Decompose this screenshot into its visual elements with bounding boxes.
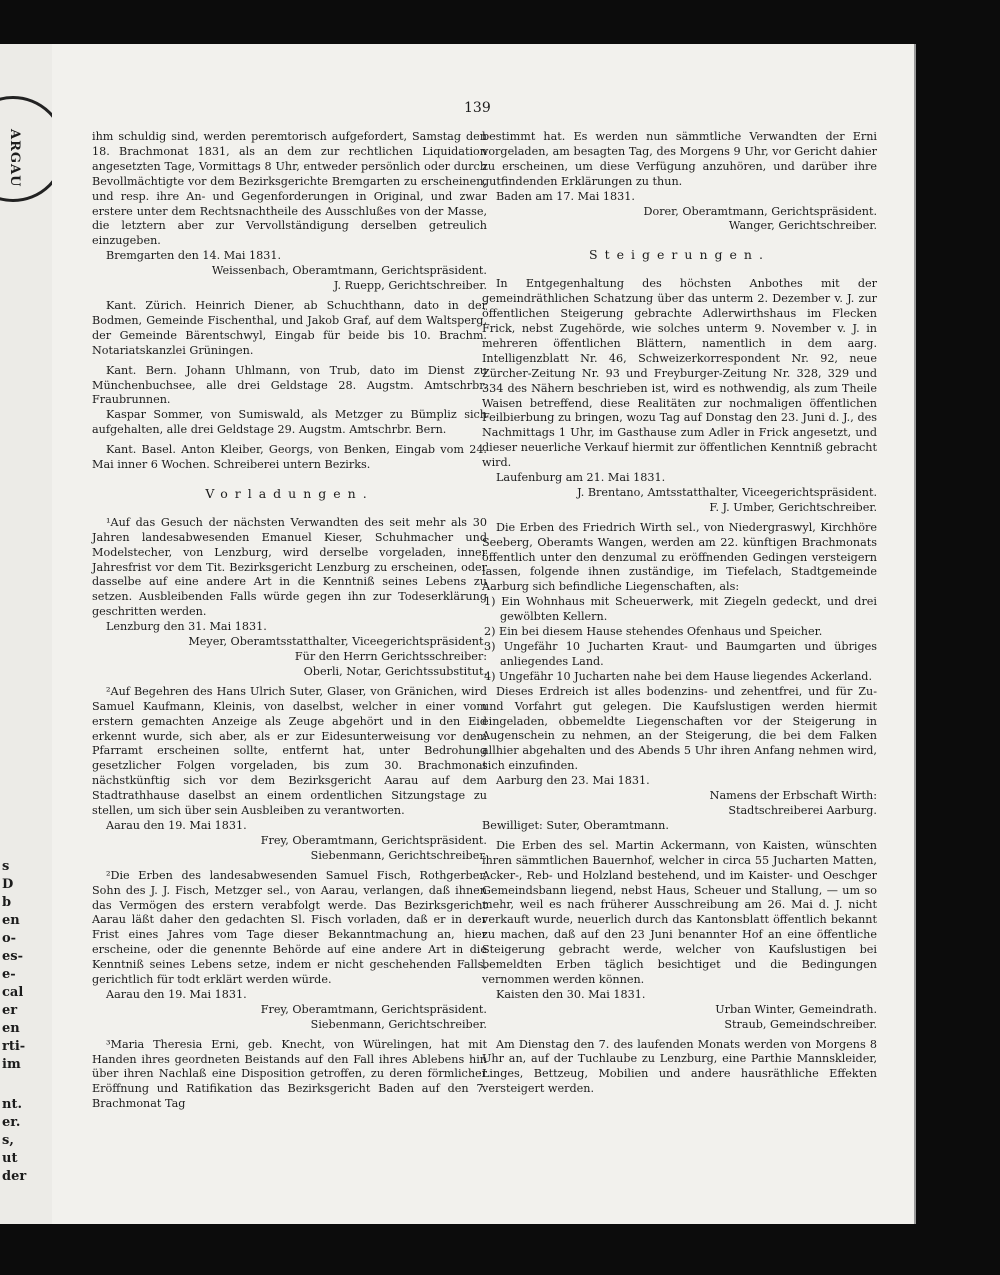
notice-signature: Wanger, Gerichtschreiber. [728,219,877,233]
notice-text: ³Maria Theresia Erni, geb. Knecht, von Würelingen, hat mit Handen ihres geordneten Beistands auf den Fall ihres Ablebens hin über ihren Nachlaß eine Disposition getroffen, zu deren förmlicher Eröffnung und Ratifikation das Bezirksgericht Baden auf den 7. Brachmonat Tag [92,1037,487,1111]
list-item: 3) Ungefähr 10 Jucharten Kraut- und Baumgarten und übriges anliegendes Land. [484,640,877,668]
notice-text: Kant. Bern. Johann Uhlmann, von Trub, dato im Dienst zu Münchenbuchsee, alle drei Geldstage 28. Augstm. Amtschrbr. Fraubrunnen. [92,363,487,407]
notice-text: In Entgegenhaltung des höchsten Anbothes mit der gemeindräthlichen Schatzung über das unterm 2. Dezember v. J. zur öffentlichen Steigerung gebrachte Adlerwirthshaus im Flecken Frick, nebst Zugehörde, wie solches unterm 9. November v. J. in mehreren öffentlichen Blättern, namentlich in dem aarg. Intelligenzblatt Nr. 46, Schweizerkorrespondent Nr. 92, neue Zürcher-Zeitung Nr. 93 und Freyburger-Zeitung Nr. 328, 329 und 334 des Nähern beschrieben ist, wird es nothwendig, als zum Theile Waisen betreffend, diese Realitäten zur nochmaligen öffentlichen Feilbierbung zu bringen, wozu Tag auf Donstag den 23. Juni d. J., des Nachmittags 1 Uhr, im Gasthause zum Adler in Frick angesetzt, und dieser neuerliche Verkauf hiermit zur öffentlichen Kenntniß gebracht wird. [482,277,877,470]
fragment: nt. [2,1097,22,1112]
fragment: er. [2,1115,21,1130]
notice-place-date: Laufenburg am 21. Mai 1831. [496,471,666,485]
notice-place-date: Aarburg den 23. Mai 1831. [496,774,650,788]
notice-text: Die Erben des Friedrich Wirth sel., von Niedergraswyl, Kirchhöre Seeberg, Oberamts Wangen, werden am 22. künftigen Brachmonats öffentlich unter den denzumal zu eröffnenden Gedingen versteigern lassen, folgende ihnen zuständige, im Tiefelach, Stadtgemeinde Aarburg sich befindliche Liegenschaften, als: [482,520,877,594]
notice-text: Dieses Erdreich ist alles bodenzins- und zehentfrei, und für Zu- und Vorfahrt gut gelegen. Die Kaufslustigen werden hiermit eingeladen, obbemeldte Liegenschaften vor der Steigerung in Augenschein zu nehmen, an der Steigerung, die bei dem Falken allhier abgehalten und des Abends 5 Uhr ihren Anfang nehmen wird, sich einzufinden. [482,684,877,773]
notice-text: ²Die Erben des landesabwesenden Samuel Fisch, Rothgerber, Sohn des J. J. Fisch, Metzger sel., von Aarau, verlangen, daß ihnen das Vermögen des erstern verabfolgt werde. Das Bezirksgericht Aarau läßt daher den gedachten Sl. Fisch vorladen, daß er in der Frist eines Jahres vom Tage dieser Bekanntmachung an, hier erscheine, oder die genennte Behörde auf eine andere Art in die Kenntniß seines Lebens setze, indem er nicht geschehenden Falls, gerichtlich für todt erklärt werden würde. [92,868,487,987]
fragment: e- [2,967,16,982]
list-item: 4) Ungefähr 10 Jucharten nahe bei dem Hause liegendes Ackerland. [484,669,873,683]
notice-place-date: Lenzburg den 31. Mai 1831. [106,620,267,634]
fragment: D [2,877,14,892]
notice-signature: Oberli, Notar, Gerichtssubstitut. [303,664,487,678]
fragment: der [2,1169,27,1184]
notice-signature: Weissenbach, Oberamtmann, Gerichtspräsident. [211,264,487,278]
notice-signature: F. J. Umber, Gerichtschreiber. [709,500,877,514]
canton-seal-stamp [0,96,53,202]
notice-place-date: Kaisten den 30. Mai 1831. [496,987,646,1001]
notice-signature: Frey, Oberamtmann, Gerichtspräsident. [260,833,487,847]
fragment: s [2,859,10,874]
notice-place-date: Aarau den 19. Mai 1831. [106,818,247,832]
fragment: s, [2,1133,14,1148]
notice-place-date: Baden am 17. Mai 1831. [496,189,635,203]
notice-signature: Siebenmann, Gerichtschreiber. [310,1017,487,1031]
fragment: rti- [2,1039,26,1054]
notice-text: Am Dienstag den 7. des laufenden Monats werden von Morgens 8 Uhr an, auf der Tuchlaube zu Lenzburg, eine Parthie Mannskleider, Linges, Bettzeug, Mobilien und andere hausräthliche Effekten versteigert werden. [482,1037,877,1096]
notice-text: Kaspar Sommer, von Sumiswald, als Metzger zu Bümpliz sich aufgehalten, alle drei Geldstage 29. Augstm. Amtschrbr. Bern. [92,408,487,437]
section-heading: Steigerungen. [589,247,770,263]
section-heading: Vorladungen. [205,485,374,501]
notice-text: Kant. Basel. Anton Kleiber, Georgs, von Benken, Eingab vom 24. Mai inner 6 Wochen. Schreiberei untern Bezirks. [92,443,487,472]
list-item: 2) Ein bei diesem Hause stehendes Ofenhaus und Speicher. [484,625,823,639]
page-number: 139 [464,100,491,116]
notice-signature: Stadtschreiberei Aarburg. [728,803,877,817]
fragment: er [2,1003,18,1018]
notice-signature: Frey, Oberamtmann, Gerichtspräsident. [260,1002,487,1016]
fragment: b [2,895,12,910]
fragment: en [2,913,20,928]
notice-signature: J. Ruepp, Gerichtschreiber. [333,279,487,293]
fragment: im [2,1057,21,1072]
notice-text: ihm schuldig sind, werden peremtorisch aufgefordert, Samstag den 18. Brachmonat 1831, als an dem zur rechtlichen Liquidation angesetzten Tage, Vormittags 8 Uhr, entweder persönlich oder durch Bevollmächtigte vor dem Bezirksgerichte Bremgarten zu erscheinen, und resp. ihre An- und Gegenforderungen in Original, und zwar erstere unter dem Rechtsnachtheile des Ausschlußes von der Masse, die letztern aber zur Vervollständigung derselben getreulich einzugeben. [92,130,487,248]
previous-page-edge [0,44,53,1224]
fragment: ut [2,1151,18,1166]
list-item: 1) Ein Wohnhaus mit Scheuerwerk, mit Ziegeln gedeckt, und drei gewölbten Kellern. [484,595,877,624]
notice-text: Die Erben des sel. Martin Ackermann, von Kaisten, wünschten ihren sämmtlichen Bauernhof, welcher in circa 55 Jucharten Matten, Acker-, Reb- und Holzland bestehend, und im Kaister- und Oeschger Gemeindsbann liegend, nebst Haus, Scheuer und Stallung, — um so mehr, weil es nach früherer Ausschreibung am 26. Mai d. J. nicht verkauft wurde, neuerlich durch das Kantonsblatt öffentlich bekannt zu machen, daß auf den 23 Juni benannter Hof an eine öffentliche Steigerung gebracht werde, welcher von Kaufslustigen bei bemeldten Erben täglich besichtiget und die Bedingungen vernommen werden können. [482,838,877,986]
left-column [92,130,487,1112]
approval-line: Bewilliget: Suter, Oberamtmann. [482,818,669,832]
right-column [482,130,877,1097]
fragment: o- [2,931,17,946]
notice-place-date: Aarau den 19. Mai 1831. [106,987,247,1001]
newspaper-page [52,44,914,1224]
notice-signature: J. Brentano, Amtsstatthalter, Viceegerichtspräsident. [577,485,877,499]
notice-signature: Siebenmann, Gerichtschreiber. [310,848,487,862]
notice-text: ²Auf Begehren des Hans Ulrich Suter, Glaser, von Gränichen, wird Samuel Kaufmann, Kleinis, von daselbst, welcher in einer vom erstern gemachten Anzeige als Zeuge abgehört und in den Eid erkennt wurde, sich aber, als er zur Eidesunterweisung vor dem Pfarramt erscheinen sollte, entfernt hat, unter Bedrohung gesetzlicher Folgen vorgeladen, bis zum 30. Brachmonat nächstkünftig sich vor dem Bezirksgericht Aarau auf dem Stadtrathhause daselbst an einem ordentlichen Sitzungstage zu stellen, um sich über sein Ausbleiben zu verantworten. [92,684,487,818]
notice-signature: Meyer, Oberamtsstatthalter, Viceegerichtspräsident. [188,635,487,649]
notice-signature: Namens der Erbschaft Wirth: [709,789,877,803]
fragment: es- [2,949,23,964]
notice-signature: Urban Winter, Gemeindrath. [715,1002,877,1016]
notice-signature: Für den Herrn Gerichtsschreiber: [294,650,487,663]
seal-text: ARGAU [7,129,22,188]
fragment: cal [2,985,24,1000]
notice-text: ¹Auf das Gesuch der nächsten Verwandten des seit mehr als 30 Jahren landesabwesenden Emanuel Kieser, Schuhmacher und Modelstecher, von Lenzburg, wird derselbe vorgeladen, inner Jahresfrist vor dem Tit. Bezirksgericht Lenzburg zu erscheinen, oder dasselbe auf eine andere Art in die Kenntniß seines Lebens zu setzen. Ausbleibenden Falls würde gegen ihn zur Todeserklärung geschritten werden. [92,515,487,619]
notice-text: bestimmt hat. Es werden nun sämmtliche Verwandten der Erni vorgeladen, am besagten Tag, des Morgens 9 Uhr, vor Gericht dahier zu erscheinen, um diese Verfügung anzuhören, und darüber ihre gutfindenden Erklärungen zu thun. [482,130,877,188]
notice-place-date: Bremgarten den 14. Mai 1831. [106,249,282,263]
fragment: en [2,1021,20,1036]
notice-text: Kant. Zürich. Heinrich Diener, ab Schuchthann, dato in der Bodmen, Gemeinde Fischenthal, und Jakob Graf, auf dem Waltsperg, der Gemeinde Bärentschwyl, Eingab für beide bis 10. Brachm. Notariatskanzlei Grüningen. [92,298,487,357]
notice-signature: Dorer, Oberamtmann, Gerichtspräsident. [643,204,877,218]
notice-signature: Straub, Gemeindschreiber. [724,1017,877,1031]
